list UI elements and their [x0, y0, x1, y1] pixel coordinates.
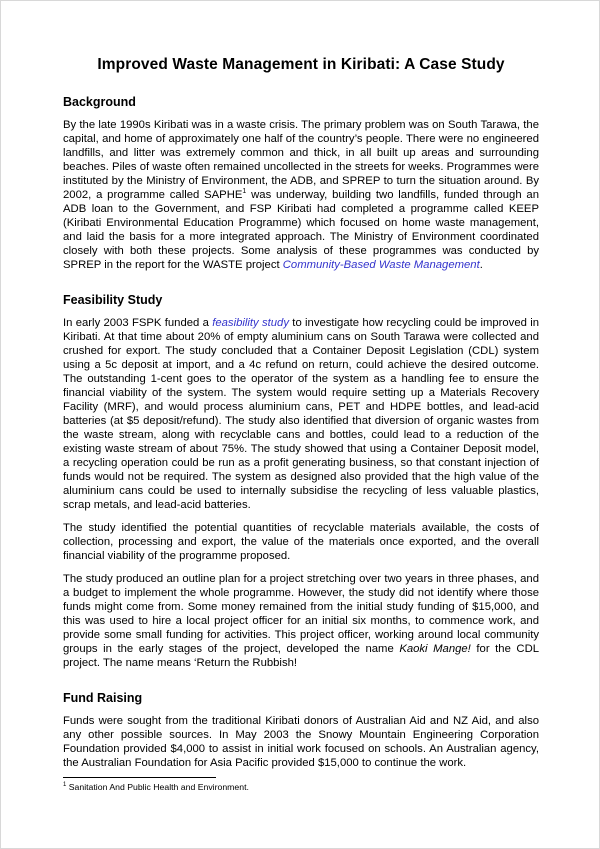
link-community-based-waste-management[interactable]: Community-Based Waste Management: [282, 259, 480, 271]
footnote: [63, 782, 539, 793]
background-paragraph: [63, 118, 539, 272]
text-run: In early 2003 FSPK funded a: [63, 317, 213, 329]
text-run: .: [479, 259, 483, 271]
heading-feasibility-study: Feasibility Study: [63, 293, 163, 307]
feasibility-paragraph-2: The study identified the potential quantities of recyclable materials available, the costs of collection, processing and export, the value of the materials once exported, and the overall financial viability of the programme proposed.: [63, 522, 539, 562]
heading-fund-raising: Fund Raising: [63, 691, 143, 705]
project-name-emphasis: Kaoki Mange!: [399, 643, 471, 655]
footnote-text: Sanitation And Public Health and Environment.: [66, 782, 249, 792]
document-content: [63, 1, 539, 793]
feasibility-paragraph-3: [63, 572, 539, 670]
heading-background: Background: [63, 95, 136, 109]
text-run: was underway, building two landfills, funded through an ADB loan to the Government, and FSP Kiribati had completed a programme called KEEP (Kiribati Environmental Education Programme) which focused on home waste management, and laid the basis for a more integrated approach. The Ministry of Environment coordinated closely with both these projects. Some analysis of these programmes was conducted by SPREP in the report for the WASTE project: [63, 189, 539, 271]
document-title: Improved Waste Management in Kiribati: A Case Study: [97, 56, 505, 73]
footnote-reference-marker: 1: [242, 188, 247, 196]
link-feasibility-study[interactable]: feasibility study: [212, 317, 289, 329]
footnote-divider: [63, 777, 216, 778]
text-run: to investigate how recycling could be improved in Kiribati. At that time about 20% of empty aluminium cans on South Tarawa were collected and crushed for export. The study concluded that a Container Deposit Legislation (CDL) system using a 5c deposit at import, and a 4c refund on return, could achieve the desired outcome. The outstanding 1-cent goes to the operator of the system as a handling fee to ensure the financial viability of the system. The system would require setting up a Materials Recovery Facility (MRF), and would process aluminium cans, PET and HDPE bottles, and lead-acid batteries (at $5 deposit/refund). The study also identified that diversion of organic wastes from the waste stream, along with recyclable cans and bottles, could lead to a reduction of the existing waste stream of about 75%. The study showed that using a Container Deposit model, a recycling operation could be run as a profit generating business, so that constant injection of funds would not be required. The system as designed also provided that the high value of the aluminium cans could be used to internally subsidise the recycling of less valuable plastics, scrap metals, and lead-acid batteries.: [63, 317, 539, 511]
footnote-marker: 1: [63, 782, 67, 789]
text-run: The study produced an outline plan for a project stretching over two years in three phases, and a budget to implement the whole programme. However, the study did not identify where those funds might come from. Some money remained from the initial study funding of $15,000, and this was used to hire a local project officer for an initial six months, to commence work, and provide some small funding for activities. This project officer, working around local community groups in the early stages of the project, developed the name: [63, 573, 539, 655]
text-run: By the late 1990s Kiribati was in a waste crisis. The primary problem was on South Tarawa, the capital, and home of approximately one half of the country’s people. There were no engineered landfills, and litter was extremely common and thick, in all built up areas and surrounding beaches. Piles of waste often remained uncollected in the streets for weeks. Programmes were instituted by the Ministry of Environment, the ADB, and SPREP to turn the situation around. By 2002, a programme called SAPHE: [63, 119, 539, 201]
feasibility-paragraph-1: [63, 316, 539, 512]
text-run: for the CDL project. The name means ‘Return the Rubbish!: [63, 643, 540, 669]
fund-raising-paragraph: Funds were sought from the traditional Kiribati donors of Australian Aid and NZ Aid, and also any other possible sources. In May 2003 the Snowy Mountain Engineering Corporation Foundation provided $4,000 to assist in initial work focused on schools. An Australian agency, the Australian Foundation for Asia Pacific provided $15,000 to continue the work.: [63, 715, 539, 769]
footnote-area: [63, 777, 539, 793]
